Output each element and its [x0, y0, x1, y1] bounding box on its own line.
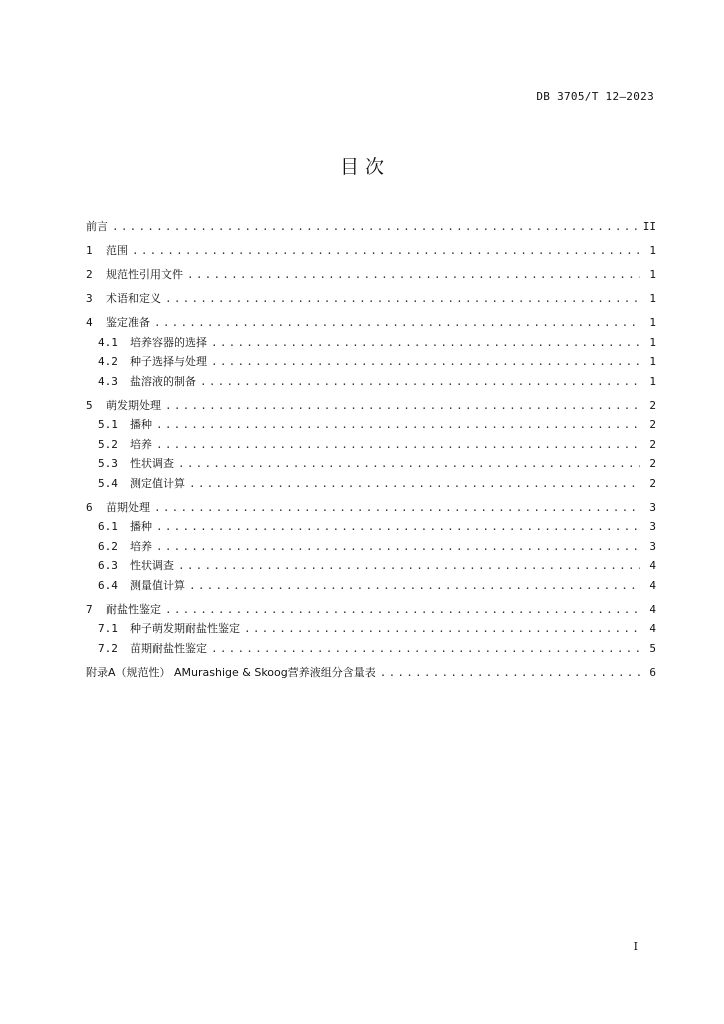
toc-entry-label: 种子萌发期耐盐性鉴定 [130, 622, 240, 635]
toc-entry-number: 4.3 [98, 374, 118, 388]
toc-subentry[interactable] [86, 416, 656, 436]
toc-entry-page: 2 [649, 437, 656, 451]
toc-entry-number: 5.4 [98, 476, 118, 490]
dot-leader [156, 438, 640, 451]
toc-entry-label: 种子选择与处理 [130, 355, 207, 368]
toc-subentry[interactable] [86, 518, 656, 538]
toc-entry[interactable] [86, 664, 656, 684]
page-title: 目 次 [339, 156, 385, 178]
toc-entry-page: 1 [649, 292, 656, 305]
document-code: DB 3705/T 12—2023 [536, 90, 654, 103]
toc-entry-number: 4.1 [98, 335, 118, 349]
toc-entry-page: 1 [649, 374, 656, 388]
dot-leader [154, 316, 640, 329]
toc-entry[interactable] [86, 266, 656, 286]
toc-entry-label: 术语和定义 [106, 292, 161, 305]
toc-entry-number: 7 [86, 602, 93, 616]
toc-subentry[interactable] [86, 475, 656, 495]
toc-entry-number: 4.2 [98, 355, 118, 368]
dot-leader [211, 336, 640, 349]
toc-entry-page: 6 [649, 665, 656, 679]
toc-entry-page: 2 [649, 476, 656, 490]
toc-entry-page: 1 [649, 316, 656, 329]
dot-leader [187, 268, 640, 281]
toc-subentry[interactable] [86, 640, 656, 660]
toc-entry-label: 萌发期处理 [106, 398, 161, 412]
dot-leader [165, 399, 640, 412]
toc-entry[interactable] [86, 499, 656, 519]
toc-entry[interactable] [86, 242, 656, 262]
toc-subentry[interactable] [86, 334, 656, 354]
dot-leader [211, 642, 640, 655]
dot-leader [165, 292, 640, 305]
toc-entry-page: 3 [649, 520, 656, 533]
dot-leader [189, 579, 640, 592]
toc-entry-label: 性状调查 [130, 457, 174, 470]
toc-entry-label: 培养 [130, 539, 152, 553]
toc-entry[interactable] [86, 314, 656, 334]
toc-entry-label: 测量值计算 [130, 578, 185, 592]
toc-entry-label: 培养 [130, 437, 152, 451]
dot-leader [244, 622, 640, 635]
toc-entry[interactable] [86, 397, 656, 417]
toc-subentry[interactable] [86, 557, 656, 577]
toc-entry-number: 6.3 [98, 559, 118, 572]
toc-entry-number: 5.1 [98, 418, 118, 431]
dot-leader [178, 457, 640, 470]
toc-entry-label: 培养容器的选择 [130, 335, 207, 349]
toc-entry-label: 盐溶液的制备 [130, 374, 196, 388]
toc-entry-page: 2 [649, 457, 656, 470]
dot-leader [154, 501, 640, 514]
toc-entry-number: 7.2 [98, 641, 118, 655]
toc-entry-number: 5.3 [98, 457, 118, 470]
toc-subentry[interactable] [86, 577, 656, 597]
toc-entry-label: 性状调查 [130, 559, 174, 572]
toc-entry-label: 范围 [106, 244, 128, 257]
toc-entry-label: 苗期耐盐性鉴定 [130, 641, 207, 655]
toc-entry-number: 1 [86, 244, 93, 257]
toc-entry-number: 5.2 [98, 437, 118, 451]
dot-leader [156, 540, 640, 553]
dot-leader [178, 559, 640, 572]
dot-leader [165, 603, 640, 616]
footer-page-number: I [633, 940, 638, 953]
toc-entry-label: 耐盐性鉴定 [106, 602, 161, 616]
toc-entry-label: 前言 [86, 220, 108, 233]
toc-entry-page: 4 [649, 622, 656, 635]
toc-entry-number: 5 [86, 398, 93, 412]
toc-entry-page: 4 [649, 559, 656, 572]
toc-entry-page: II [642, 220, 656, 233]
toc-entry-number: 6.4 [98, 578, 118, 592]
toc-entry-label: 测定值计算 [130, 476, 185, 490]
toc-entry-number: 7.1 [98, 622, 118, 635]
toc-entry-page: 2 [649, 418, 656, 431]
dot-leader [200, 375, 640, 388]
toc-entry-number: 6.2 [98, 539, 118, 553]
toc-entry-page: 1 [649, 244, 656, 257]
dot-leader [132, 244, 640, 257]
toc-entry-page: 1 [649, 355, 656, 368]
toc-entry-label: 播种 [130, 520, 152, 533]
toc-entry-number: 4 [86, 316, 93, 329]
toc-entry-page: 5 [649, 641, 656, 655]
toc-entry-label: 规范性引用文件 [106, 268, 183, 281]
toc-entry-page: 4 [649, 578, 656, 592]
dot-leader [112, 220, 637, 233]
toc-entry-page: 2 [649, 398, 656, 412]
toc-entry-number: 6 [86, 500, 93, 514]
dot-leader [189, 477, 640, 490]
toc-subentry[interactable] [86, 436, 656, 456]
toc-subentry[interactable] [86, 538, 656, 558]
toc-entry-label: 附录A（规范性） AMurashige & Skoog营养液组分含量表 [86, 665, 376, 679]
toc-subentry[interactable] [86, 373, 656, 393]
toc-entry-label: 播种 [130, 418, 152, 431]
dot-leader [380, 666, 640, 679]
dot-leader [156, 418, 640, 431]
toc-subentry[interactable] [86, 455, 656, 475]
dot-leader [211, 355, 640, 368]
toc-entry-label: 鉴定准备 [106, 316, 150, 329]
table-of-contents [86, 218, 656, 683]
toc-entry[interactable] [86, 218, 656, 238]
toc-entry-page: 1 [649, 268, 656, 281]
toc-entry[interactable] [86, 601, 656, 621]
toc-subentry[interactable] [86, 353, 656, 373]
toc-entry-page: 3 [649, 539, 656, 553]
toc-entry-number: 3 [86, 292, 93, 305]
dot-leader [156, 520, 640, 533]
toc-subentry[interactable] [86, 620, 656, 640]
toc-entry-page: 3 [649, 500, 656, 514]
toc-entry-page: 4 [649, 602, 656, 616]
toc-entry-page: 1 [649, 335, 656, 349]
toc-entry[interactable] [86, 290, 656, 310]
toc-entry-number: 6.1 [98, 520, 118, 533]
toc-entry-label: 苗期处理 [106, 500, 150, 514]
toc-entry-number: 2 [86, 268, 93, 281]
